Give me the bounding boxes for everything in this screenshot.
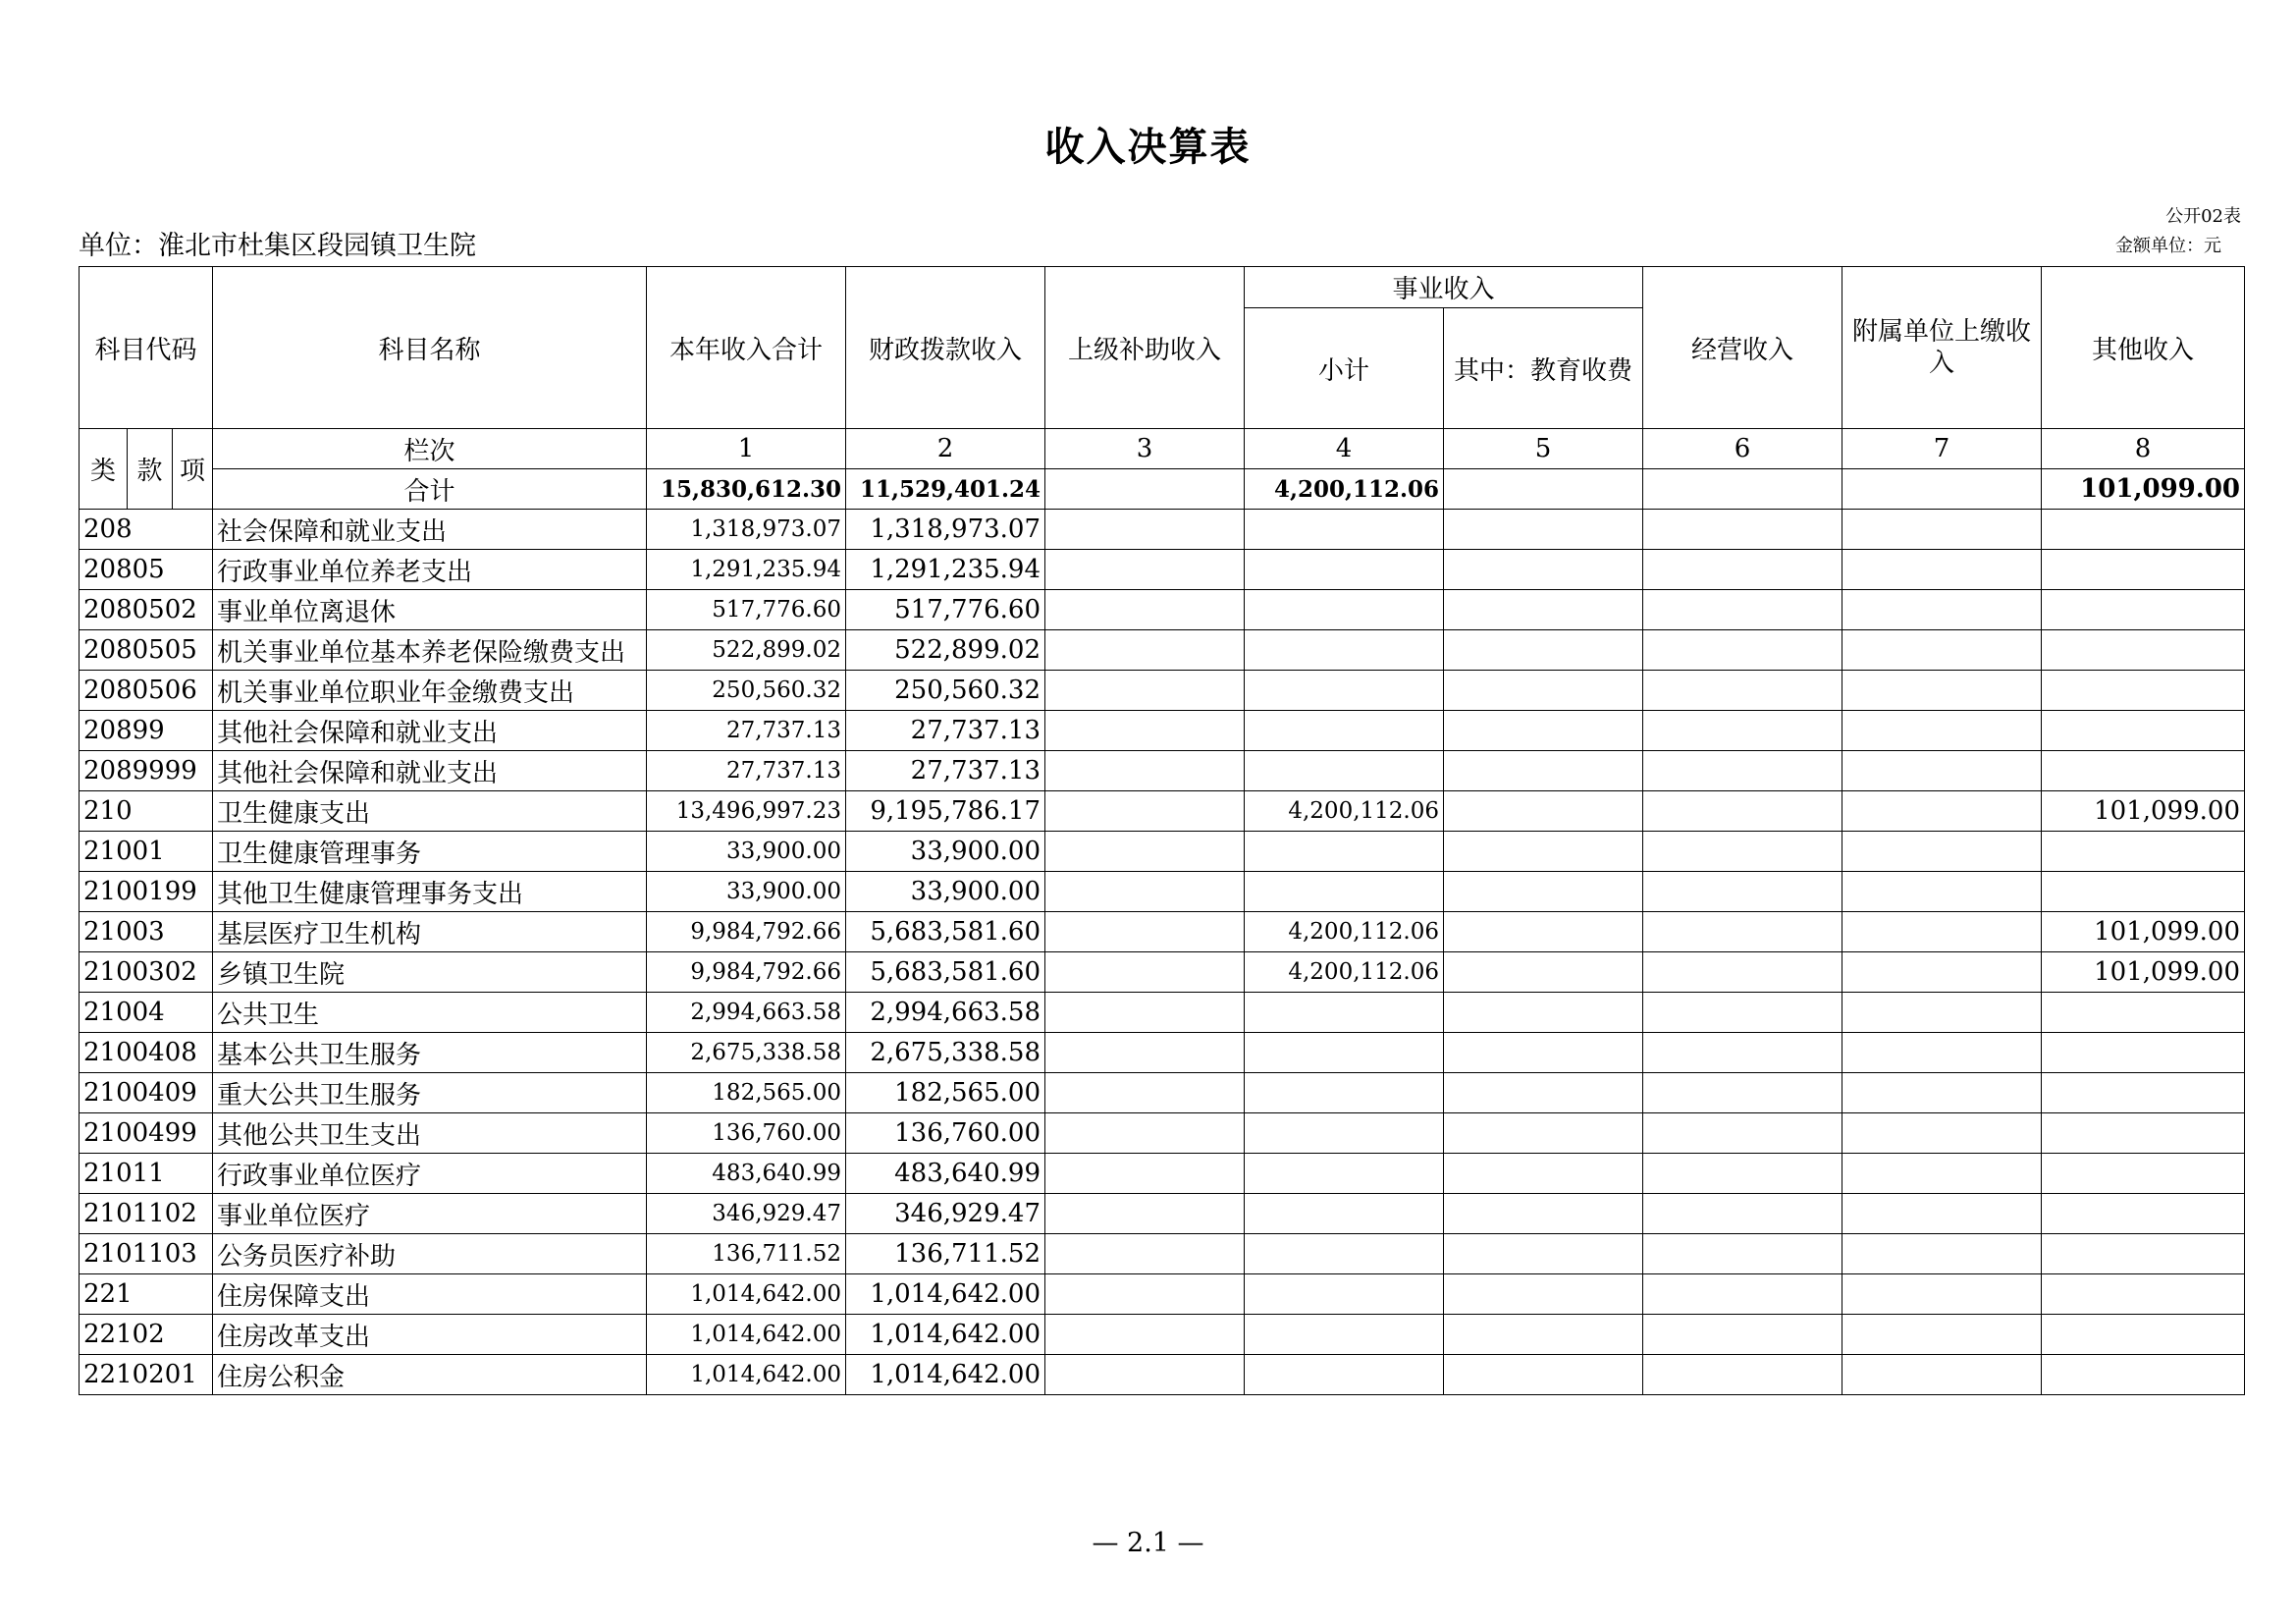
cell-fiscal: 33,900.00 — [846, 832, 1045, 872]
cell-other — [2042, 630, 2245, 671]
cell-subsidy — [1045, 550, 1245, 590]
cell-other: 101,099.00 — [2042, 952, 2245, 993]
cell-affiliated — [1842, 832, 2042, 872]
cell-name: 公务员医疗补助 — [213, 1234, 647, 1274]
header-kuan: 款 — [128, 429, 173, 510]
table-row — [80, 751, 2245, 791]
cell-total: 136,711.52 — [647, 1234, 846, 1274]
header-xiang: 项 — [173, 429, 213, 510]
cell-name: 住房改革支出 — [213, 1315, 647, 1355]
col-number: 7 — [1842, 429, 2042, 469]
cell-edu-fee — [1444, 590, 1643, 630]
cell-other — [2042, 711, 2245, 751]
header-edu-fee: 其中：教育收费 — [1444, 308, 1643, 429]
cell-edu-fee — [1444, 630, 1643, 671]
cell-subsidy — [1045, 1194, 1245, 1234]
cell-total: 1,291,235.94 — [647, 550, 846, 590]
cell-subsidy — [1045, 590, 1245, 630]
table-row — [80, 1194, 2245, 1234]
cell-edu-fee — [1444, 1274, 1643, 1315]
cell-code: 2089999 — [80, 751, 213, 791]
table-row — [80, 1234, 2245, 1274]
cell-operating — [1643, 671, 1842, 711]
cell-fiscal: 1,014,642.00 — [846, 1274, 1045, 1315]
cell-subtotal — [1245, 1315, 1444, 1355]
cell-subsidy — [1045, 1073, 1245, 1113]
cell-edu-fee — [1444, 912, 1643, 952]
cell-name: 住房公积金 — [213, 1355, 647, 1395]
cell-edu-fee — [1444, 1355, 1643, 1395]
col-number: 6 — [1643, 429, 1842, 469]
header-subsidy: 上级补助收入 — [1045, 267, 1245, 429]
page-number: — 2.1 — — [1092, 1528, 1204, 1558]
cell-code: 2100302 — [80, 952, 213, 993]
cell-operating — [1643, 1073, 1842, 1113]
cell-edu-fee — [1444, 1033, 1643, 1073]
table-row — [80, 912, 2245, 952]
reporting-unit: 单位：淮北市杜集区段园镇卫生院 — [79, 231, 476, 261]
table-row — [80, 791, 2245, 832]
cell-total: 182,565.00 — [647, 1073, 846, 1113]
cell-total: 1,014,642.00 — [647, 1355, 846, 1395]
cell-edu-fee — [1444, 671, 1643, 711]
cell-code: 22102 — [80, 1315, 213, 1355]
cell-operating — [1643, 872, 1842, 912]
cell-affiliated — [1842, 993, 2042, 1033]
cell-total: 13,496,997.23 — [647, 791, 846, 832]
cell-edu-fee — [1444, 872, 1643, 912]
cell-other — [2042, 510, 2245, 550]
cell-subsidy — [1045, 711, 1245, 751]
cell-fiscal: 136,711.52 — [846, 1234, 1045, 1274]
cell-name: 卫生健康管理事务 — [213, 832, 647, 872]
cell-total: 33,900.00 — [647, 832, 846, 872]
cell-subsidy — [1045, 1033, 1245, 1073]
cell-subsidy — [1045, 832, 1245, 872]
cell-name: 机关事业单位基本养老保险缴费支出 — [213, 630, 647, 671]
cell-subsidy — [1045, 993, 1245, 1033]
table-row — [80, 630, 2245, 671]
cell-fiscal: 2,994,663.58 — [846, 993, 1045, 1033]
cell-subsidy — [1045, 671, 1245, 711]
table-row — [80, 993, 2245, 1033]
cell-other — [2042, 1113, 2245, 1154]
cell-code: 210 — [80, 791, 213, 832]
cell-subtotal — [1245, 1033, 1444, 1073]
page-title: 收入决算表 — [1044, 125, 1252, 170]
cell-other — [2042, 832, 2245, 872]
cell-affiliated — [1842, 1194, 2042, 1234]
cell-fiscal: 5,683,581.60 — [846, 952, 1045, 993]
cell-subtotal — [1245, 590, 1444, 630]
cell-name: 基本公共卫生服务 — [213, 1033, 647, 1073]
cell-name: 基层医疗卫生机构 — [213, 912, 647, 952]
cell-code: 2210201 — [80, 1355, 213, 1395]
cell-code: 2080505 — [80, 630, 213, 671]
cell-subtotal — [1245, 1234, 1444, 1274]
cell-subtotal — [1245, 671, 1444, 711]
cell-name: 乡镇卫生院 — [213, 952, 647, 993]
table-row — [80, 1315, 2245, 1355]
cell-subsidy — [1045, 872, 1245, 912]
cell-other — [2042, 671, 2245, 711]
table-row — [80, 1073, 2245, 1113]
cell-operating — [1643, 711, 1842, 751]
sum-subtotal: 4,200,112.06 — [1245, 469, 1444, 510]
sum-subsidy — [1045, 469, 1245, 510]
cell-edu-fee — [1444, 550, 1643, 590]
income-table — [79, 266, 2245, 1395]
cell-affiliated — [1842, 912, 2042, 952]
cell-subtotal — [1245, 1154, 1444, 1194]
header-name: 科目名称 — [213, 267, 647, 429]
cell-edu-fee — [1444, 1073, 1643, 1113]
cell-total: 27,737.13 — [647, 751, 846, 791]
cell-name: 重大公共卫生服务 — [213, 1073, 647, 1113]
cell-operating — [1643, 993, 1842, 1033]
header-other: 其他收入 — [2042, 267, 2245, 429]
table-row — [80, 671, 2245, 711]
cell-subsidy — [1045, 1234, 1245, 1274]
cell-fiscal: 182,565.00 — [846, 1073, 1045, 1113]
cell-affiliated — [1842, 711, 2042, 751]
cell-name: 卫生健康支出 — [213, 791, 647, 832]
cell-fiscal: 522,899.02 — [846, 630, 1045, 671]
cell-total: 1,014,642.00 — [647, 1274, 846, 1315]
cell-edu-fee — [1444, 1234, 1643, 1274]
cell-fiscal: 5,683,581.60 — [846, 912, 1045, 952]
cell-subtotal — [1245, 872, 1444, 912]
cell-affiliated — [1842, 1113, 2042, 1154]
table-row — [80, 1154, 2245, 1194]
header-lei: 类 — [80, 429, 128, 510]
cell-operating — [1643, 1154, 1842, 1194]
table-row — [80, 872, 2245, 912]
cell-operating — [1643, 1234, 1842, 1274]
cell-total: 27,737.13 — [647, 711, 846, 751]
cell-edu-fee — [1444, 993, 1643, 1033]
cell-name: 行政事业单位医疗 — [213, 1154, 647, 1194]
cell-code: 20805 — [80, 550, 213, 590]
cell-subtotal — [1245, 1073, 1444, 1113]
cell-other: 101,099.00 — [2042, 912, 2245, 952]
cell-affiliated — [1842, 1234, 2042, 1274]
cell-fiscal: 1,014,642.00 — [846, 1355, 1045, 1395]
sum-other: 101,099.00 — [2042, 469, 2245, 510]
cell-name: 住房保障支出 — [213, 1274, 647, 1315]
cell-operating — [1643, 1194, 1842, 1234]
cell-code: 2100409 — [80, 1073, 213, 1113]
col-number: 5 — [1444, 429, 1643, 469]
table-row — [80, 1113, 2245, 1154]
cell-edu-fee — [1444, 952, 1643, 993]
col-number: 3 — [1045, 429, 1245, 469]
cell-affiliated — [1842, 510, 2042, 550]
sum-row — [80, 469, 2245, 510]
cell-affiliated — [1842, 791, 2042, 832]
cell-subtotal — [1245, 711, 1444, 751]
cell-edu-fee — [1444, 1194, 1643, 1234]
cell-subsidy — [1045, 912, 1245, 952]
cell-subsidy — [1045, 751, 1245, 791]
header-subtotal: 小计 — [1245, 308, 1444, 429]
cell-code: 2100199 — [80, 872, 213, 912]
cell-name: 事业单位离退休 — [213, 590, 647, 630]
cell-subtotal: 4,200,112.06 — [1245, 791, 1444, 832]
cell-operating — [1643, 751, 1842, 791]
cell-code: 21003 — [80, 912, 213, 952]
cell-operating — [1643, 791, 1842, 832]
sum-fiscal: 11,529,401.24 — [846, 469, 1045, 510]
cell-operating — [1643, 952, 1842, 993]
cell-subsidy — [1045, 630, 1245, 671]
sum-affiliated — [1842, 469, 2042, 510]
header-operating: 经营收入 — [1643, 267, 1842, 429]
cell-edu-fee — [1444, 832, 1643, 872]
cell-edu-fee — [1444, 751, 1643, 791]
cell-total: 136,760.00 — [647, 1113, 846, 1154]
cell-operating — [1643, 590, 1842, 630]
header-affiliated: 附属单位上缴收入 — [1842, 267, 2042, 429]
header-business-group: 事业收入 — [1245, 267, 1643, 308]
col-number: 2 — [846, 429, 1045, 469]
cell-fiscal: 1,318,973.07 — [846, 510, 1045, 550]
table-row — [80, 590, 2245, 630]
cell-affiliated — [1842, 671, 2042, 711]
cell-subsidy — [1045, 791, 1245, 832]
cell-name: 社会保障和就业支出 — [213, 510, 647, 550]
cell-subtotal — [1245, 1113, 1444, 1154]
cell-other — [2042, 1234, 2245, 1274]
cell-name: 其他社会保障和就业支出 — [213, 751, 647, 791]
cell-total: 483,640.99 — [647, 1154, 846, 1194]
cell-name: 其他卫生健康管理事务支出 — [213, 872, 647, 912]
cell-code: 2100408 — [80, 1033, 213, 1073]
cell-total: 346,929.47 — [647, 1194, 846, 1234]
sum-total: 15,830,612.30 — [647, 469, 846, 510]
cell-subtotal — [1245, 1274, 1444, 1315]
table-row — [80, 1355, 2245, 1395]
cell-operating — [1643, 630, 1842, 671]
cell-other — [2042, 751, 2245, 791]
cell-other — [2042, 1355, 2245, 1395]
table-row — [80, 1274, 2245, 1315]
cell-code: 221 — [80, 1274, 213, 1315]
cell-name: 行政事业单位养老支出 — [213, 550, 647, 590]
cell-total: 250,560.32 — [647, 671, 846, 711]
cell-code: 2080502 — [80, 590, 213, 630]
cell-operating — [1643, 1315, 1842, 1355]
table-row — [80, 711, 2245, 751]
cell-subtotal — [1245, 832, 1444, 872]
cell-affiliated — [1842, 872, 2042, 912]
cell-name: 其他公共卫生支出 — [213, 1113, 647, 1154]
cell-total: 517,776.60 — [647, 590, 846, 630]
col-number: 1 — [647, 429, 846, 469]
cell-subsidy — [1045, 510, 1245, 550]
cell-operating — [1643, 1355, 1842, 1395]
sum-operating — [1643, 469, 1842, 510]
cell-affiliated — [1842, 630, 2042, 671]
cell-edu-fee — [1444, 711, 1643, 751]
cell-affiliated — [1842, 751, 2042, 791]
cell-subtotal: 4,200,112.06 — [1245, 952, 1444, 993]
cell-operating — [1643, 912, 1842, 952]
sum-edu-fee — [1444, 469, 1643, 510]
cell-code: 21004 — [80, 993, 213, 1033]
cell-other — [2042, 550, 2245, 590]
cell-total: 2,675,338.58 — [647, 1033, 846, 1073]
amount-unit: 金额单位：元 — [2115, 236, 2221, 256]
header-code: 科目代码 — [80, 267, 213, 429]
cell-edu-fee — [1444, 791, 1643, 832]
cell-affiliated — [1842, 1154, 2042, 1194]
cell-other — [2042, 1073, 2245, 1113]
cell-other — [2042, 1194, 2245, 1234]
cell-fiscal: 2,675,338.58 — [846, 1033, 1045, 1073]
cell-fiscal: 27,737.13 — [846, 751, 1045, 791]
cell-subtotal — [1245, 510, 1444, 550]
cell-subtotal — [1245, 1355, 1444, 1395]
cell-edu-fee — [1444, 510, 1643, 550]
cell-total: 1,014,642.00 — [647, 1315, 846, 1355]
cell-total: 9,984,792.66 — [647, 912, 846, 952]
cell-fiscal: 1,014,642.00 — [846, 1315, 1045, 1355]
cell-subtotal — [1245, 751, 1444, 791]
cell-code: 21001 — [80, 832, 213, 872]
cell-code: 2101102 — [80, 1194, 213, 1234]
cell-other — [2042, 993, 2245, 1033]
cell-code: 208 — [80, 510, 213, 550]
cell-other — [2042, 1154, 2245, 1194]
table-row — [80, 832, 2245, 872]
cell-code: 21011 — [80, 1154, 213, 1194]
cell-fiscal: 483,640.99 — [846, 1154, 1045, 1194]
cell-subsidy — [1045, 1113, 1245, 1154]
cell-operating — [1643, 1033, 1842, 1073]
col-number: 4 — [1245, 429, 1444, 469]
cell-operating — [1643, 510, 1842, 550]
cell-edu-fee — [1444, 1315, 1643, 1355]
cell-other: 101,099.00 — [2042, 791, 2245, 832]
cell-name: 机关事业单位职业年金缴费支出 — [213, 671, 647, 711]
cell-subsidy — [1045, 1274, 1245, 1315]
cell-operating — [1643, 1274, 1842, 1315]
cell-subtotal — [1245, 630, 1444, 671]
form-number: 公开02表 — [2165, 206, 2241, 227]
cell-fiscal: 136,760.00 — [846, 1113, 1045, 1154]
cell-other — [2042, 590, 2245, 630]
col-number: 8 — [2042, 429, 2245, 469]
cell-total: 1,318,973.07 — [647, 510, 846, 550]
cell-other — [2042, 1274, 2245, 1315]
cell-operating — [1643, 1113, 1842, 1154]
cell-edu-fee — [1444, 1113, 1643, 1154]
cell-fiscal: 250,560.32 — [846, 671, 1045, 711]
cell-affiliated — [1842, 1073, 2042, 1113]
cell-edu-fee — [1444, 1154, 1643, 1194]
cell-operating — [1643, 832, 1842, 872]
cell-other — [2042, 872, 2245, 912]
header-lanci: 栏次 — [213, 429, 647, 469]
cell-code: 2100499 — [80, 1113, 213, 1154]
cell-code: 2101103 — [80, 1234, 213, 1274]
cell-fiscal: 27,737.13 — [846, 711, 1045, 751]
cell-fiscal: 9,195,786.17 — [846, 791, 1045, 832]
cell-fiscal: 346,929.47 — [846, 1194, 1045, 1234]
cell-affiliated — [1842, 550, 2042, 590]
cell-other — [2042, 1033, 2245, 1073]
cell-fiscal: 33,900.00 — [846, 872, 1045, 912]
cell-subtotal — [1245, 993, 1444, 1033]
cell-affiliated — [1842, 952, 2042, 993]
cell-total: 522,899.02 — [647, 630, 846, 671]
table-row — [80, 550, 2245, 590]
cell-affiliated — [1842, 1274, 2042, 1315]
cell-subsidy — [1045, 1315, 1245, 1355]
cell-affiliated — [1842, 1315, 2042, 1355]
cell-subtotal: 4,200,112.06 — [1245, 912, 1444, 952]
sum-label: 合计 — [213, 469, 647, 510]
cell-subtotal — [1245, 550, 1444, 590]
cell-operating — [1643, 550, 1842, 590]
cell-affiliated — [1842, 1033, 2042, 1073]
cell-subsidy — [1045, 1355, 1245, 1395]
cell-fiscal: 1,291,235.94 — [846, 550, 1045, 590]
header-total: 本年收入合计 — [647, 267, 846, 429]
cell-name: 公共卫生 — [213, 993, 647, 1033]
cell-code: 2080506 — [80, 671, 213, 711]
cell-code: 20899 — [80, 711, 213, 751]
table-row — [80, 1033, 2245, 1073]
table-row — [80, 510, 2245, 550]
cell-subtotal — [1245, 1194, 1444, 1234]
cell-name: 事业单位医疗 — [213, 1194, 647, 1234]
cell-total: 2,994,663.58 — [647, 993, 846, 1033]
cell-affiliated — [1842, 1355, 2042, 1395]
cell-other — [2042, 1315, 2245, 1355]
cell-name: 其他社会保障和就业支出 — [213, 711, 647, 751]
cell-subsidy — [1045, 952, 1245, 993]
table-row — [80, 952, 2245, 993]
header-fiscal: 财政拨款收入 — [846, 267, 1045, 429]
cell-affiliated — [1842, 590, 2042, 630]
cell-fiscal: 517,776.60 — [846, 590, 1045, 630]
cell-total: 33,900.00 — [647, 872, 846, 912]
cell-total: 9,984,792.66 — [647, 952, 846, 993]
cell-subsidy — [1045, 1154, 1245, 1194]
